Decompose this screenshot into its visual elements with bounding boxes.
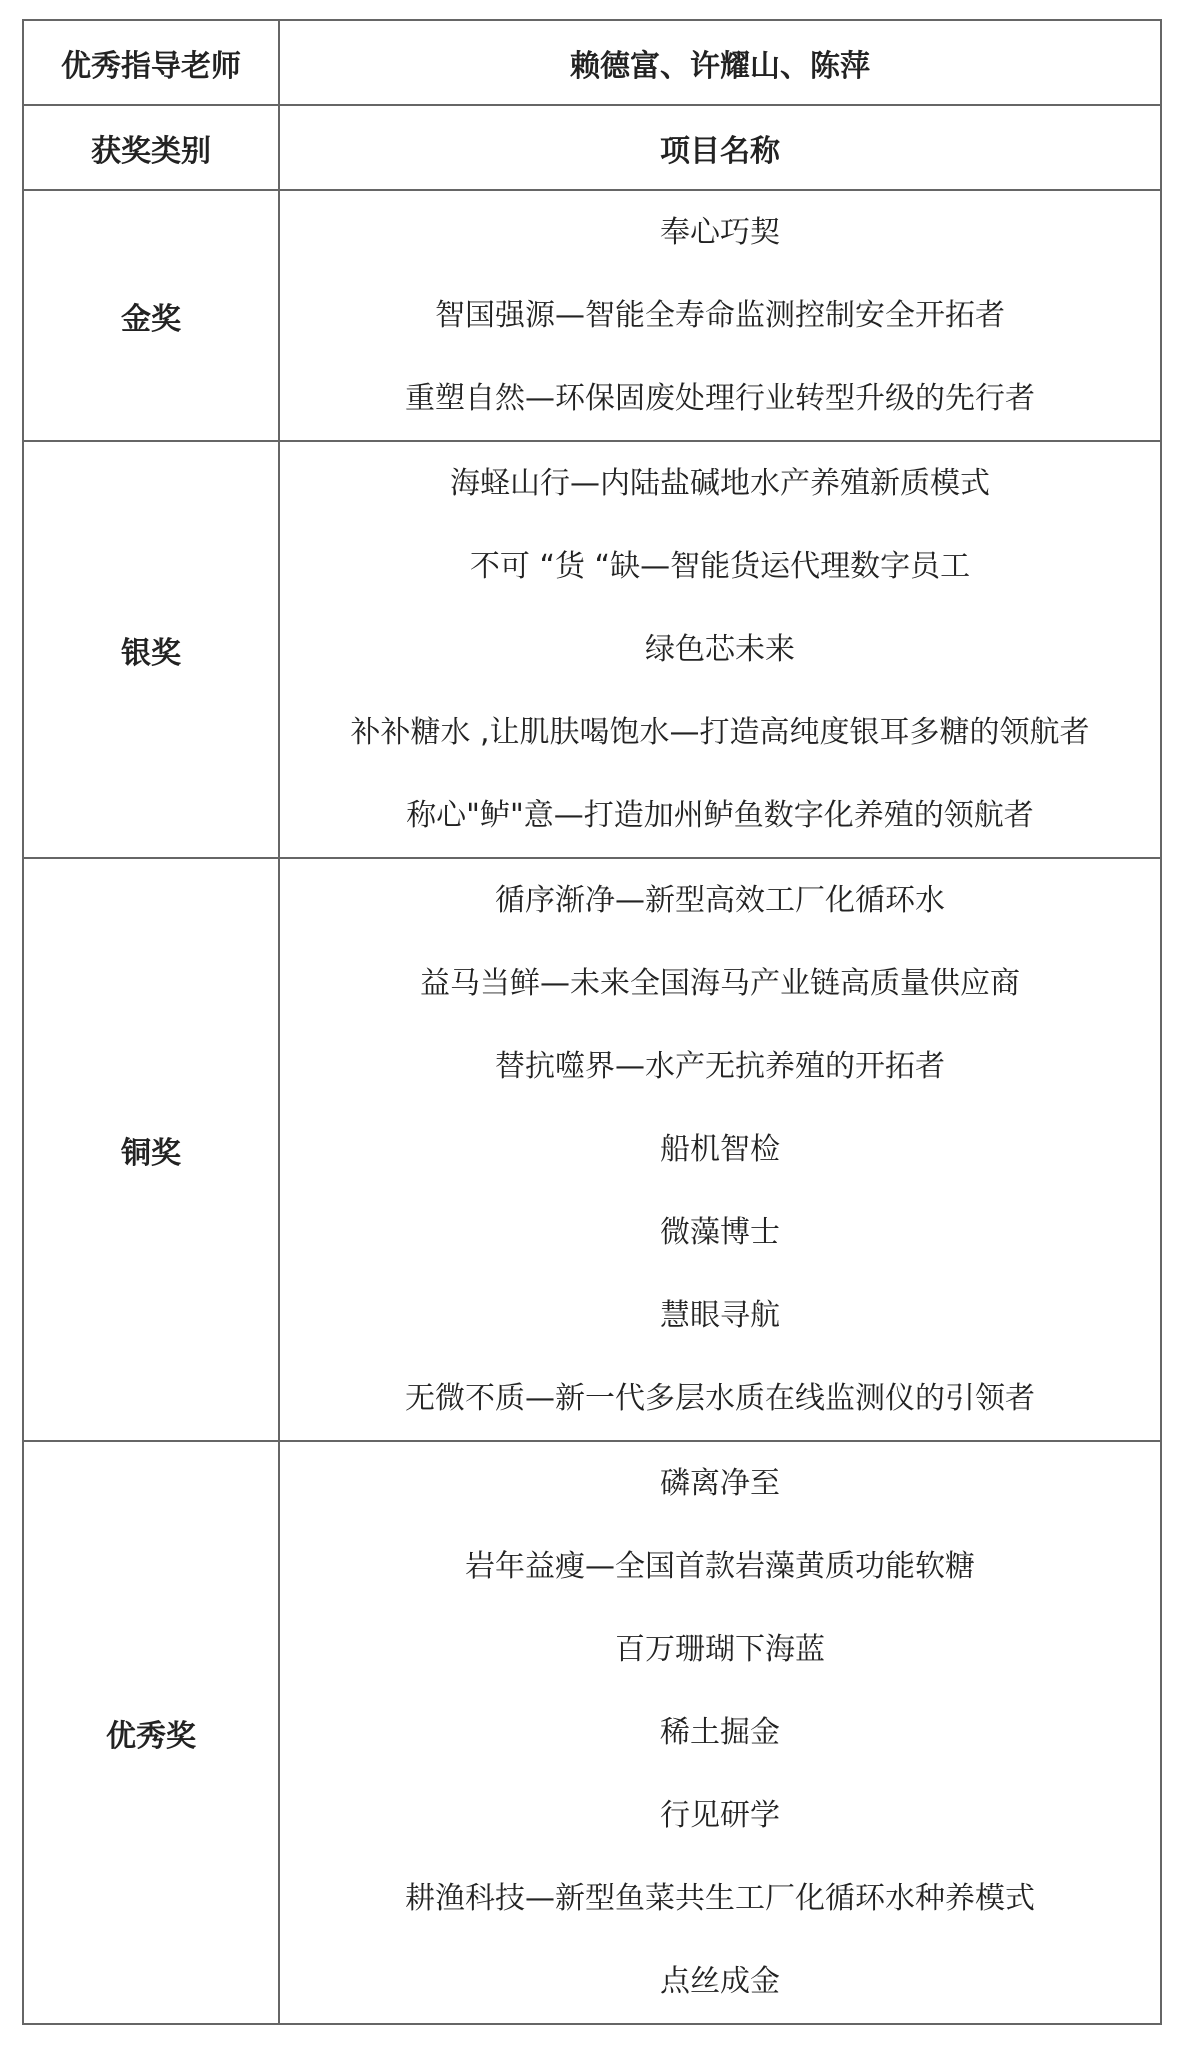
project-cell bbox=[279, 858, 1161, 1441]
award-table bbox=[22, 19, 1162, 2025]
project-name: 耕渔科技—新型鱼菜共生工厂化循环水种养模式 bbox=[405, 1881, 1035, 1916]
teacher-label: 优秀指导老师 bbox=[23, 20, 279, 105]
project-name: 微藻博士 bbox=[660, 1215, 780, 1250]
project-name: 重塑自然—环保固废处理行业转型升级的先行者 bbox=[405, 381, 1035, 416]
award-group-gold bbox=[23, 190, 1161, 441]
project-name: 百万珊瑚下海蓝 bbox=[615, 1632, 825, 1667]
project-name: 海蛏山行—内陆盐碱地水产养殖新质模式 bbox=[450, 466, 990, 501]
project-header: 项目名称 bbox=[279, 105, 1161, 190]
award-group-bronze bbox=[23, 858, 1161, 1441]
project-list bbox=[280, 442, 1160, 857]
project-name: 无微不质—新一代多层水质在线监测仪的引领者 bbox=[405, 1381, 1035, 1416]
award-category: 优秀奖 bbox=[23, 1441, 279, 2024]
project-name: 稀土掘金 bbox=[660, 1715, 780, 1750]
project-name: 船机智检 bbox=[660, 1132, 780, 1167]
project-name: 循序渐净—新型高效工厂化循环水 bbox=[495, 883, 945, 918]
project-name: 不可 “货 “缺—智能货运代理数字员工 bbox=[469, 549, 971, 584]
header-row bbox=[23, 105, 1161, 190]
teacher-row bbox=[23, 20, 1161, 105]
project-name: 益马当鲜—未来全国海马产业链高质量供应商 bbox=[420, 966, 1020, 1001]
award-category: 金奖 bbox=[23, 190, 279, 441]
project-list bbox=[280, 859, 1160, 1440]
project-name: 智国强源—智能全寿命监测控制安全开拓者 bbox=[435, 298, 1005, 333]
teacher-names: 赖德富、许耀山、陈萍 bbox=[279, 20, 1161, 105]
project-cell bbox=[279, 1441, 1161, 2024]
project-name: 替抗噬界—水产无抗养殖的开拓者 bbox=[495, 1049, 945, 1084]
project-cell bbox=[279, 190, 1161, 441]
project-name: 点丝成金 bbox=[660, 1964, 780, 1999]
award-group-excellence bbox=[23, 1441, 1161, 2024]
project-name: 绿色芯未来 bbox=[645, 632, 795, 667]
project-name: 磷离净至 bbox=[660, 1466, 780, 1501]
category-header: 获奖类别 bbox=[23, 105, 279, 190]
project-name: 行见研学 bbox=[660, 1798, 780, 1833]
project-name: 慧眼寻航 bbox=[660, 1298, 780, 1333]
project-name: 岩年益瘦—全国首款岩藻黄质功能软糖 bbox=[465, 1549, 975, 1584]
award-group-silver bbox=[23, 441, 1161, 858]
project-list bbox=[280, 191, 1160, 440]
project-name: 奉心巧契 bbox=[660, 215, 780, 250]
project-name: 称心"鲈"意—打造加州鲈鱼数字化养殖的领航者 bbox=[406, 798, 1034, 833]
project-name: 补补糖水 ,让肌肤喝饱水—打造高纯度银耳多糖的领航者 bbox=[350, 715, 1090, 750]
project-cell bbox=[279, 441, 1161, 858]
award-category: 银奖 bbox=[23, 441, 279, 858]
project-list bbox=[280, 1442, 1160, 2023]
award-category: 铜奖 bbox=[23, 858, 279, 1441]
